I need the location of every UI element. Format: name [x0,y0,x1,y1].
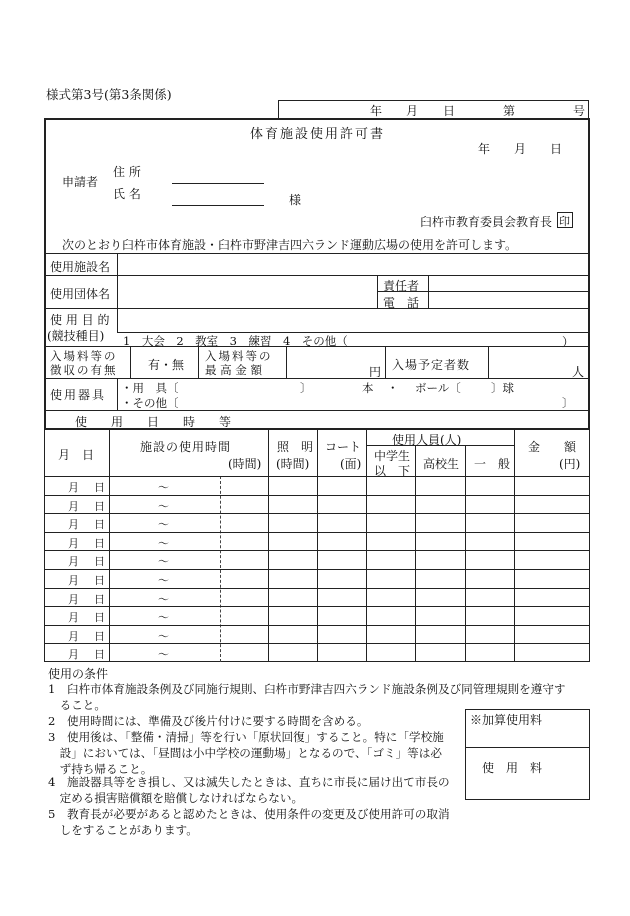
row-day: 日 [94,630,105,643]
table-row-divider [44,569,590,570]
condition-line: ること。 [48,698,106,712]
row-divider [44,378,590,379]
purpose-label: 使 用 目 的 [50,313,110,327]
number-date-box [278,100,589,119]
equip-ball: ボール〔 [415,381,461,395]
name-line [172,205,264,206]
purpose-options: 1 大会 2 教室 3 練習 4 その他（ [123,334,348,348]
conditions-title: 使用の条件 [48,667,109,681]
equip-close-2: 〕球 [491,381,514,395]
condition-line: しをすることがあります。 [48,823,198,837]
row-day: 日 [94,574,105,587]
max-fee-label: 入場料等の [205,349,273,363]
purpose-close: ） [562,335,575,349]
col-junior-high-header-2: 以 下 [374,464,411,478]
person-unit: 人 [572,365,585,379]
top-year: 年 [370,104,383,118]
condition-line: ず持ち帰ること。 [48,762,153,776]
row-tilde: 〜 [158,630,169,643]
group-label: 使用団体名 [50,287,111,301]
col-light-header: 照 明 [277,440,314,454]
issue-year: 年 [478,142,491,156]
equip-unit: 本 [362,381,374,395]
equipment-label: 使用器具 [50,388,107,402]
equip-dot: ・ [387,381,399,395]
row-month: 月 [68,611,79,624]
row-day: 日 [94,611,105,624]
table-row-divider [44,513,590,514]
table-row-divider [44,643,590,644]
row-month: 月 [68,574,79,587]
row-month: 月 [68,648,79,661]
row-day: 日 [94,537,105,550]
honorific: 様 [289,193,302,207]
intro-text: 次のとおり臼杵市体育施設・臼杵市野津吉四六ランド運動広場の使用を許可します。 [62,238,518,252]
col-divider [465,445,466,662]
fee-collect-label: 入場料等の [50,349,118,363]
max-fee-label-2: 最 高 金 額 [205,363,262,377]
condition-line: 1 臼杵市体育施設条例及び同施行規則、臼杵市野津吉四六ランド施設条例及び同管理規則を遵守す [48,682,566,696]
equipment-divider [117,378,118,410]
address-label: 住 所 [113,165,141,179]
col-high-school-header: 高校生 [423,457,460,471]
row-day: 日 [94,555,105,568]
col-divider [268,429,269,662]
form-id: 様式第3号(第3条関係) [46,87,172,102]
col-time-unit: (時間) [228,457,262,471]
fee-collect-label-2: 徴収の有無 [50,363,118,377]
row-day: 日 [94,518,105,531]
top-no-suffix: 号 [573,104,586,118]
row-month: 月 [68,518,79,531]
table-row-divider [44,606,590,607]
top-month: 月 [406,104,419,118]
col-divider [415,445,416,662]
fee-divider [130,346,131,378]
row-month: 月 [68,500,79,513]
table-row-divider [44,550,590,551]
col-court-unit: (面) [340,457,362,471]
row-divider [44,346,590,347]
col-divider [317,429,318,662]
fee-yes-no: 有・無 [148,358,185,372]
fee-divider [385,346,386,378]
issue-day: 日 [550,142,563,156]
row-tilde: 〜 [158,574,169,587]
usage-datetime-heading: 使 用 日 時 等 [75,415,232,429]
col-users-header: 使用人員(人) [392,433,462,447]
row-tilde: 〜 [158,555,169,568]
col-general-header: 一 般 [474,457,511,471]
col-date-header: 月 日 [58,448,95,462]
col-divider [109,429,110,662]
condition-line: 定める損害賠償額を賠償しなければならない。 [48,791,304,805]
equip-close-3: 〕 [562,396,574,410]
fee-divider [286,346,287,378]
table-row-divider [44,532,590,533]
row-tilde: 〜 [158,593,169,606]
row-month: 月 [68,630,79,643]
fee-divider [488,346,489,378]
equip-other: ・その他〔 [121,396,179,410]
event-type-label: (競技種目) [47,329,105,343]
condition-line: 3 使用後は、「整備・清掃」等を行い「原状回復」すること。特に「学校施 [48,730,444,744]
col-time-header: 施設の使用時間 [140,440,232,454]
col-amount-unit: (円) [559,457,581,471]
row-day: 日 [94,500,105,513]
label-column-divider [117,253,118,333]
applicant-label: 申請者 [62,175,99,189]
col-light-unit: (時間) [276,457,310,471]
col-divider [366,429,367,662]
condition-line: 5 教育長が必要があると認めたときは、使用条件の変更及び使用許可の取消 [48,807,450,821]
extra-fee-label: ※加算使用料 [470,713,543,727]
col-divider [514,429,515,662]
address-line [172,183,264,184]
row-divider [44,253,590,254]
col-court-header: コート [325,440,362,454]
row-month: 月 [68,555,79,568]
fee-label: 使 用 料 [482,761,543,775]
expected-attendance-label: 入場予定者数 [392,358,471,372]
row-day: 日 [94,648,105,661]
equip-tools: ・用 具〔 [121,381,179,395]
condition-line: 設」においては、「昼間は小中学校の運動場」となるので、「ゴミ」等は必 [48,746,442,760]
top-day: 日 [443,104,456,118]
row-day: 日 [94,481,105,494]
facility-label: 使用施設名 [50,260,111,274]
row-month: 月 [68,481,79,494]
row-tilde: 〜 [158,611,169,624]
row-divider [44,410,590,411]
row-divider [377,291,590,292]
row-tilde: 〜 [158,500,169,513]
row-month: 月 [68,537,79,550]
row-tilde: 〜 [158,481,169,494]
fee-box-divider [465,747,590,748]
name-label: 氏 名 [113,187,141,201]
issuer: 臼杵市教育委員会教育長 [420,215,553,229]
responsible-label: 責任者 [383,279,420,293]
table-row-divider [44,476,590,477]
table-row-divider [44,588,590,589]
top-no-prefix: 第 [503,104,516,118]
issue-month: 月 [514,142,527,156]
condition-line: 4 施設器具等をき損し、又は滅失したときは、直ちに市長に届け出て市長の [48,775,450,789]
condition-line: 2 使用時間には、準備及び後片付けに要する時間を含める。 [48,714,369,728]
col-amount-header: 金 額 [528,440,577,454]
table-row-divider [44,495,590,496]
row-tilde: 〜 [158,648,169,661]
row-tilde: 〜 [158,537,169,550]
row-day: 日 [94,593,105,606]
yen-unit: 円 [369,365,382,379]
seal-mark: 印 [559,215,570,228]
row-month: 月 [68,593,79,606]
row-divider [44,275,590,276]
row-divider [44,308,590,309]
phone-label: 電 話 [383,296,420,310]
row-tilde: 〜 [158,518,169,531]
equip-close-1: 〕 [300,381,312,395]
col-junior-high-header: 中学生 [374,449,411,463]
fee-divider [198,346,199,378]
table-row-divider [44,625,590,626]
form-title: 体育施設使用許可書 [250,127,386,142]
